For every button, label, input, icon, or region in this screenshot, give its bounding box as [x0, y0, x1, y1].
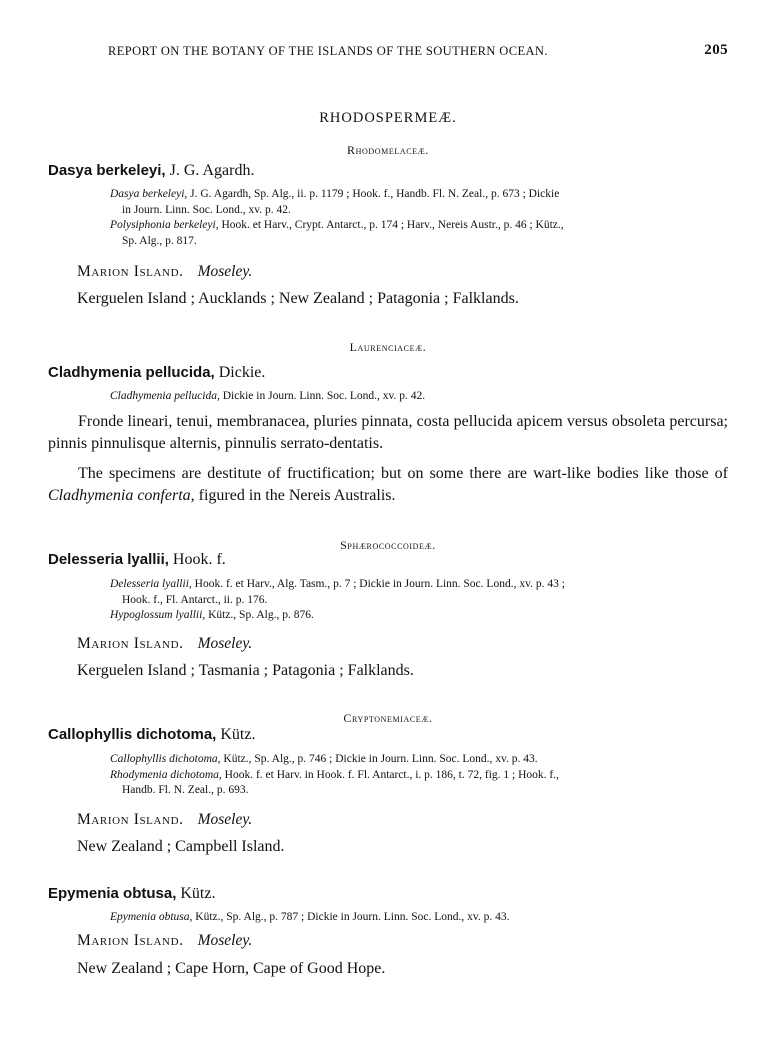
collector-name: Moseley. — [197, 635, 253, 652]
page-number: 205 — [704, 42, 728, 58]
collector-name: Moseley. — [197, 811, 253, 828]
family-heading: Sphærococcoideæ. — [340, 538, 436, 552]
species-heading — [48, 551, 226, 569]
island-name: Marion Island. — [77, 932, 184, 949]
distribution-line: New Zealand ; Cape Horn, Cape of Good Hope. — [77, 960, 386, 977]
distribution-line: New Zealand ; Campbell Island. — [77, 838, 285, 855]
species-name: Delesseria lyallii, — [48, 551, 169, 568]
family-heading: Laurenciaceæ. — [349, 340, 427, 354]
species-name: Epymenia obtusa, — [48, 885, 177, 902]
family-heading: Cryptonemiaceæ. — [343, 711, 433, 725]
synonym-continuation: in Journ. Linn. Soc. Lond., xv. p. 42. — [122, 203, 291, 216]
synonym-line: Callophyllis dichotoma, Kütz., Sp. Alg., p. 746 ; Dickie in Journ. Linn. Soc. Lond., xv. p. 43. — [110, 753, 538, 765]
synonym-line: Rhodymenia dichotoma, Hook. f. et Harv. in Hook. f. Fl. Antarct., i. p. 186, t. 72, fig. 1 ; Hook. f., — [110, 768, 559, 781]
running-title: REPORT ON THE BOTANY OF THE ISLANDS OF THE SOUTHERN OCEAN. — [108, 44, 548, 58]
species-name: Cladhymenia pellucida, — [48, 364, 215, 381]
species-heading — [48, 162, 254, 180]
synonym-line: Hypoglossum lyallii, Kütz., Sp. Alg., p. 876. — [110, 609, 314, 621]
synonym-continuation: Hook. f., Fl. Antarct., ii. p. 176. — [122, 593, 268, 606]
synonym-continuation: Sp. Alg., p. 817. — [122, 234, 197, 247]
species-heading — [48, 726, 255, 744]
synonymy-block — [110, 187, 730, 249]
synonymy-block — [110, 752, 730, 799]
note-paragraph: The specimens are destitute of fructification; but on some there are wart-like bodies like those of Cladhymenia conferta, figured in the Nereis Australis. — [48, 465, 728, 504]
species-author: J. G. Agardh. — [169, 162, 255, 179]
island-name: Marion Island. — [77, 811, 184, 828]
species-name: Dasya berkeleyi, — [48, 162, 166, 179]
locality-line — [77, 635, 252, 653]
locality-line — [77, 811, 252, 829]
synonym-line: Epymenia obtusa, Kütz., Sp. Alg., p. 787 ; Dickie in Journ. Linn. Soc. Lond., xv. p. 43. — [110, 911, 510, 923]
collector-name: Moseley. — [197, 263, 253, 280]
family-heading: Rhodomelaceæ. — [347, 143, 429, 157]
synonymy-block — [110, 910, 730, 926]
distribution-line: Kerguelen Island ; Aucklands ; New Zealand ; Patagonia ; Falklands. — [77, 290, 519, 307]
synonym-line: Delesseria lyallii, Hook. f. et Harv., Alg. Tasm., p. 7 ; Dickie in Journ. Linn. Soc. Lond., xv. p. 43 ; — [110, 578, 565, 590]
synonym-continuation: Handb. Fl. N. Zeal., p. 693. — [122, 784, 249, 796]
locality-line — [77, 932, 252, 950]
species-author: Kütz. — [180, 885, 216, 902]
species-author: Hook. f. — [172, 551, 226, 568]
synonym-line: Dasya berkeleyi, J. G. Agardh, Sp. Alg., ii. p. 1179 ; Hook. f., Handb. Fl. N. Zeal., p. 673 ; Dickie — [110, 188, 560, 200]
species-heading — [48, 885, 215, 903]
collector-name: Moseley. — [197, 932, 253, 949]
island-name: Marion Island. — [77, 635, 184, 652]
synonym-line: Cladhymenia pellucida, Dickie in Journ. Linn. Soc. Lond., xv. p. 42. — [110, 390, 426, 402]
description-paragraph: Fronde lineari, tenui, membranacea, pluries pinnata, costa pellucida apicem versus obsoleta percursa; pinnis pinnulisque alternis, pinnulis serrato-dentatis. — [48, 413, 728, 452]
distribution-line: Kerguelen Island ; Tasmania ; Patagonia ; Falklands. — [77, 662, 414, 679]
synonymy-block — [110, 577, 730, 624]
species-heading — [48, 364, 265, 382]
synonym-line: Polysiphonia berkeleyi, Hook. et Harv., Crypt. Antarct., p. 174 ; Harv., Nereis Austr., p. 46 ; Kütz., — [110, 219, 564, 231]
species-name: Callophyllis dichotoma, — [48, 726, 217, 743]
species-author: Dickie. — [218, 364, 266, 381]
locality-line — [77, 263, 252, 281]
island-name: Marion Island. — [77, 263, 184, 280]
synonymy-block — [110, 389, 730, 405]
species-author: Kütz. — [220, 726, 256, 743]
section-title: RHODOSPERMEÆ. — [319, 110, 457, 126]
